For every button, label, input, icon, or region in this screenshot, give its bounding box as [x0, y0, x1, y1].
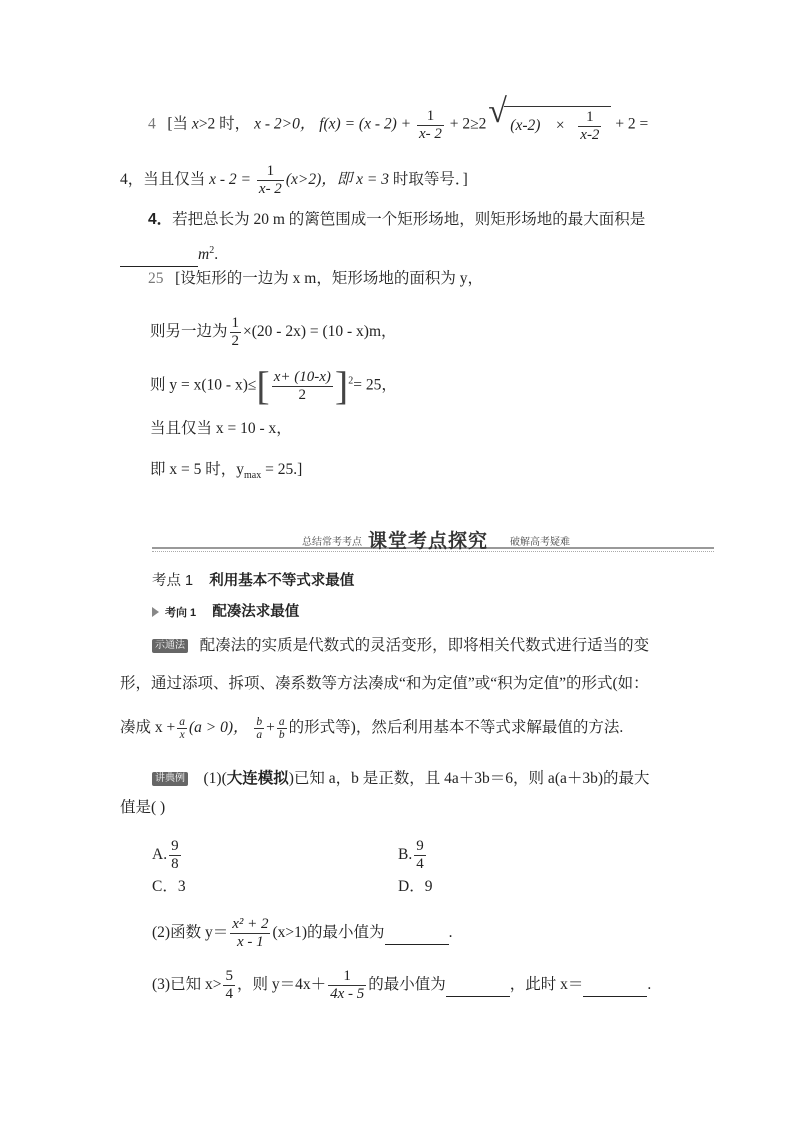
- example-text: (3)已知 x>: [152, 976, 222, 994]
- option-label: B.: [398, 846, 413, 864]
- fraction: $\frac{a}{x}$: [179, 716, 185, 741]
- answer-number: 25: [148, 270, 164, 287]
- option-a[interactable]: [152, 838, 183, 873]
- question-4-blank-line: [120, 240, 218, 267]
- answer-text: + 2 =: [615, 115, 649, 133]
- unit-exponent: 2: [209, 245, 215, 256]
- subscript: max: [244, 470, 262, 482]
- answer-text: 即 x = 5 时，y: [150, 461, 244, 478]
- q4-answer-line3: [150, 363, 397, 408]
- q4-answer-line5: [150, 459, 302, 487]
- method-line2: [120, 673, 649, 695]
- answer-text: 则另一边为: [150, 323, 228, 341]
- answer-text: f(x) = (x - 2) +: [319, 115, 412, 133]
- fraction: $\frac{1}{x- 2}$: [258, 163, 282, 197]
- answer-blank[interactable]: [120, 244, 198, 267]
- method-text: (a > 0)，: [189, 719, 249, 737]
- example-part1-cont: [120, 797, 165, 819]
- fraction: $\frac{x+ (10-x)}{2}$: [273, 368, 331, 403]
- example-part2: [152, 916, 452, 951]
- point-label: 考点 1: [152, 573, 194, 589]
- option-label: D．9: [398, 878, 433, 895]
- fraction: $\frac{a}{b}$: [278, 716, 285, 741]
- answer-text: 时取等号．]: [392, 171, 468, 189]
- example-text: )已知 a，b 是正数，且 4a＋3b＝6，则 a(a＋3b)的最大: [288, 770, 650, 787]
- answer-text: x - 2 =: [209, 171, 252, 189]
- left-bracket: [: [256, 363, 270, 408]
- answer-blank[interactable]: [385, 922, 449, 945]
- exponent: 2: [348, 375, 354, 387]
- example-source: 大连模拟: [226, 770, 289, 787]
- method-line3: [120, 716, 623, 741]
- fraction: $\frac{1}{x- 2}$: [419, 107, 442, 142]
- q4-answer-line4: [150, 418, 292, 440]
- option-b[interactable]: [398, 838, 428, 873]
- example-text: 的最小值为: [368, 976, 446, 994]
- option-label: C．3: [152, 878, 186, 895]
- answer-text: 4，当且仅当: [120, 171, 206, 189]
- q4-answer-line1: [148, 268, 483, 290]
- question-4: [148, 209, 645, 231]
- ex3-answer-line1: [148, 106, 648, 144]
- answer-text: [设矩形的一边为 x m，矩形场地的面积为 y，: [175, 270, 483, 287]
- answer-blank[interactable]: [583, 974, 647, 997]
- method-text: 配凑法的实质是代数式的灵活变形，即将相关代数式进行适当的变: [199, 637, 650, 654]
- fraction: $\frac{9}{8}$: [171, 838, 179, 872]
- question-number: 4．: [148, 211, 173, 228]
- direction-1-heading: [152, 601, 299, 624]
- section-banner: [152, 528, 714, 550]
- ex3-answer-line2: [120, 163, 468, 198]
- answer-text: [当: [167, 115, 189, 133]
- var-x: x: [191, 115, 199, 133]
- answer-text: = 25，: [353, 376, 397, 394]
- option-c[interactable]: [152, 876, 186, 898]
- banner-right-text: 破解高考疑难: [510, 537, 570, 548]
- example-text: (x>1)的最小值为: [272, 924, 385, 942]
- period: .: [448, 924, 453, 942]
- banner-left-text: 总结常考考点: [302, 537, 362, 548]
- answer-text: x - 2>0，: [254, 115, 316, 133]
- point-1-heading: [152, 570, 354, 592]
- triangle-icon: [152, 607, 159, 617]
- fraction: $\frac{9}{4}$: [416, 838, 424, 872]
- unit: m: [198, 246, 210, 264]
- fraction: $\frac{b}{a}$: [256, 716, 263, 741]
- example-text: ，此时 x＝: [509, 976, 584, 994]
- answer-text: = 25.]: [261, 461, 303, 478]
- example-part3: [152, 968, 651, 1003]
- direction-label: 考向 1: [165, 607, 197, 619]
- answer-text: 则 y = x(10 - x)≤: [150, 376, 257, 394]
- fraction: $\frac{1}{2}$: [231, 315, 240, 349]
- fraction: $\frac{5}{4}$: [225, 968, 233, 1002]
- example-text: ，则 y＝4x＋: [236, 976, 327, 994]
- example-text: (2)函数 y＝: [152, 924, 229, 942]
- period: .: [647, 976, 652, 994]
- question-text: 若把总长为 20 m 的篱笆围成一个矩形场地，则矩形场地的最大面积是: [172, 211, 646, 228]
- answer-text: ×(20 - 2x) = (10 - x)m，: [243, 323, 397, 341]
- method-tag-icon: 示通法: [152, 639, 188, 653]
- answer-text: >2 时，: [198, 115, 251, 133]
- answer-text: + 2≥2: [449, 115, 487, 133]
- answer-blank[interactable]: [446, 974, 510, 997]
- method-text: 形，通过添项、拆项、凑系数等方法凑成“和为定值”或“积为定值”的形式(如：: [120, 675, 649, 692]
- method-line1: [152, 635, 649, 657]
- method-text: 的形式等)，然后利用基本不等式求解最值的方法.: [288, 719, 624, 737]
- period: .: [214, 246, 219, 264]
- example-part1: [152, 768, 650, 790]
- option-d[interactable]: [398, 876, 432, 898]
- point-title: 利用基本不等式求最值: [209, 573, 355, 589]
- answer-number: 4: [148, 115, 156, 133]
- example-text: (1)(: [203, 770, 227, 787]
- right-bracket: ]: [334, 363, 349, 408]
- option-label: A.: [152, 846, 168, 864]
- square-root: √ (x-2) × $\frac{1}{x-2}$: [504, 106, 611, 144]
- example-tag-icon: 讲典例: [152, 772, 188, 786]
- method-text: 凑成 x +: [120, 719, 176, 737]
- answer-text: x = 3: [356, 171, 389, 189]
- fraction: $\frac{1}{4x - 5}$: [330, 968, 365, 1002]
- example-text: 值是( ): [120, 799, 166, 816]
- banner-title: 课堂考点探究: [368, 530, 489, 552]
- direction-title: 配凑法求最值: [212, 604, 300, 620]
- answer-text: (x>2)，即: [285, 171, 353, 189]
- answer-text: 当且仅当 x = 10 - x，: [150, 420, 292, 437]
- q4-answer-line2: [150, 315, 397, 350]
- plus-sign: +: [266, 719, 275, 737]
- fraction: $\frac{\text{x² + 2}}{x - 1}$: [232, 916, 269, 950]
